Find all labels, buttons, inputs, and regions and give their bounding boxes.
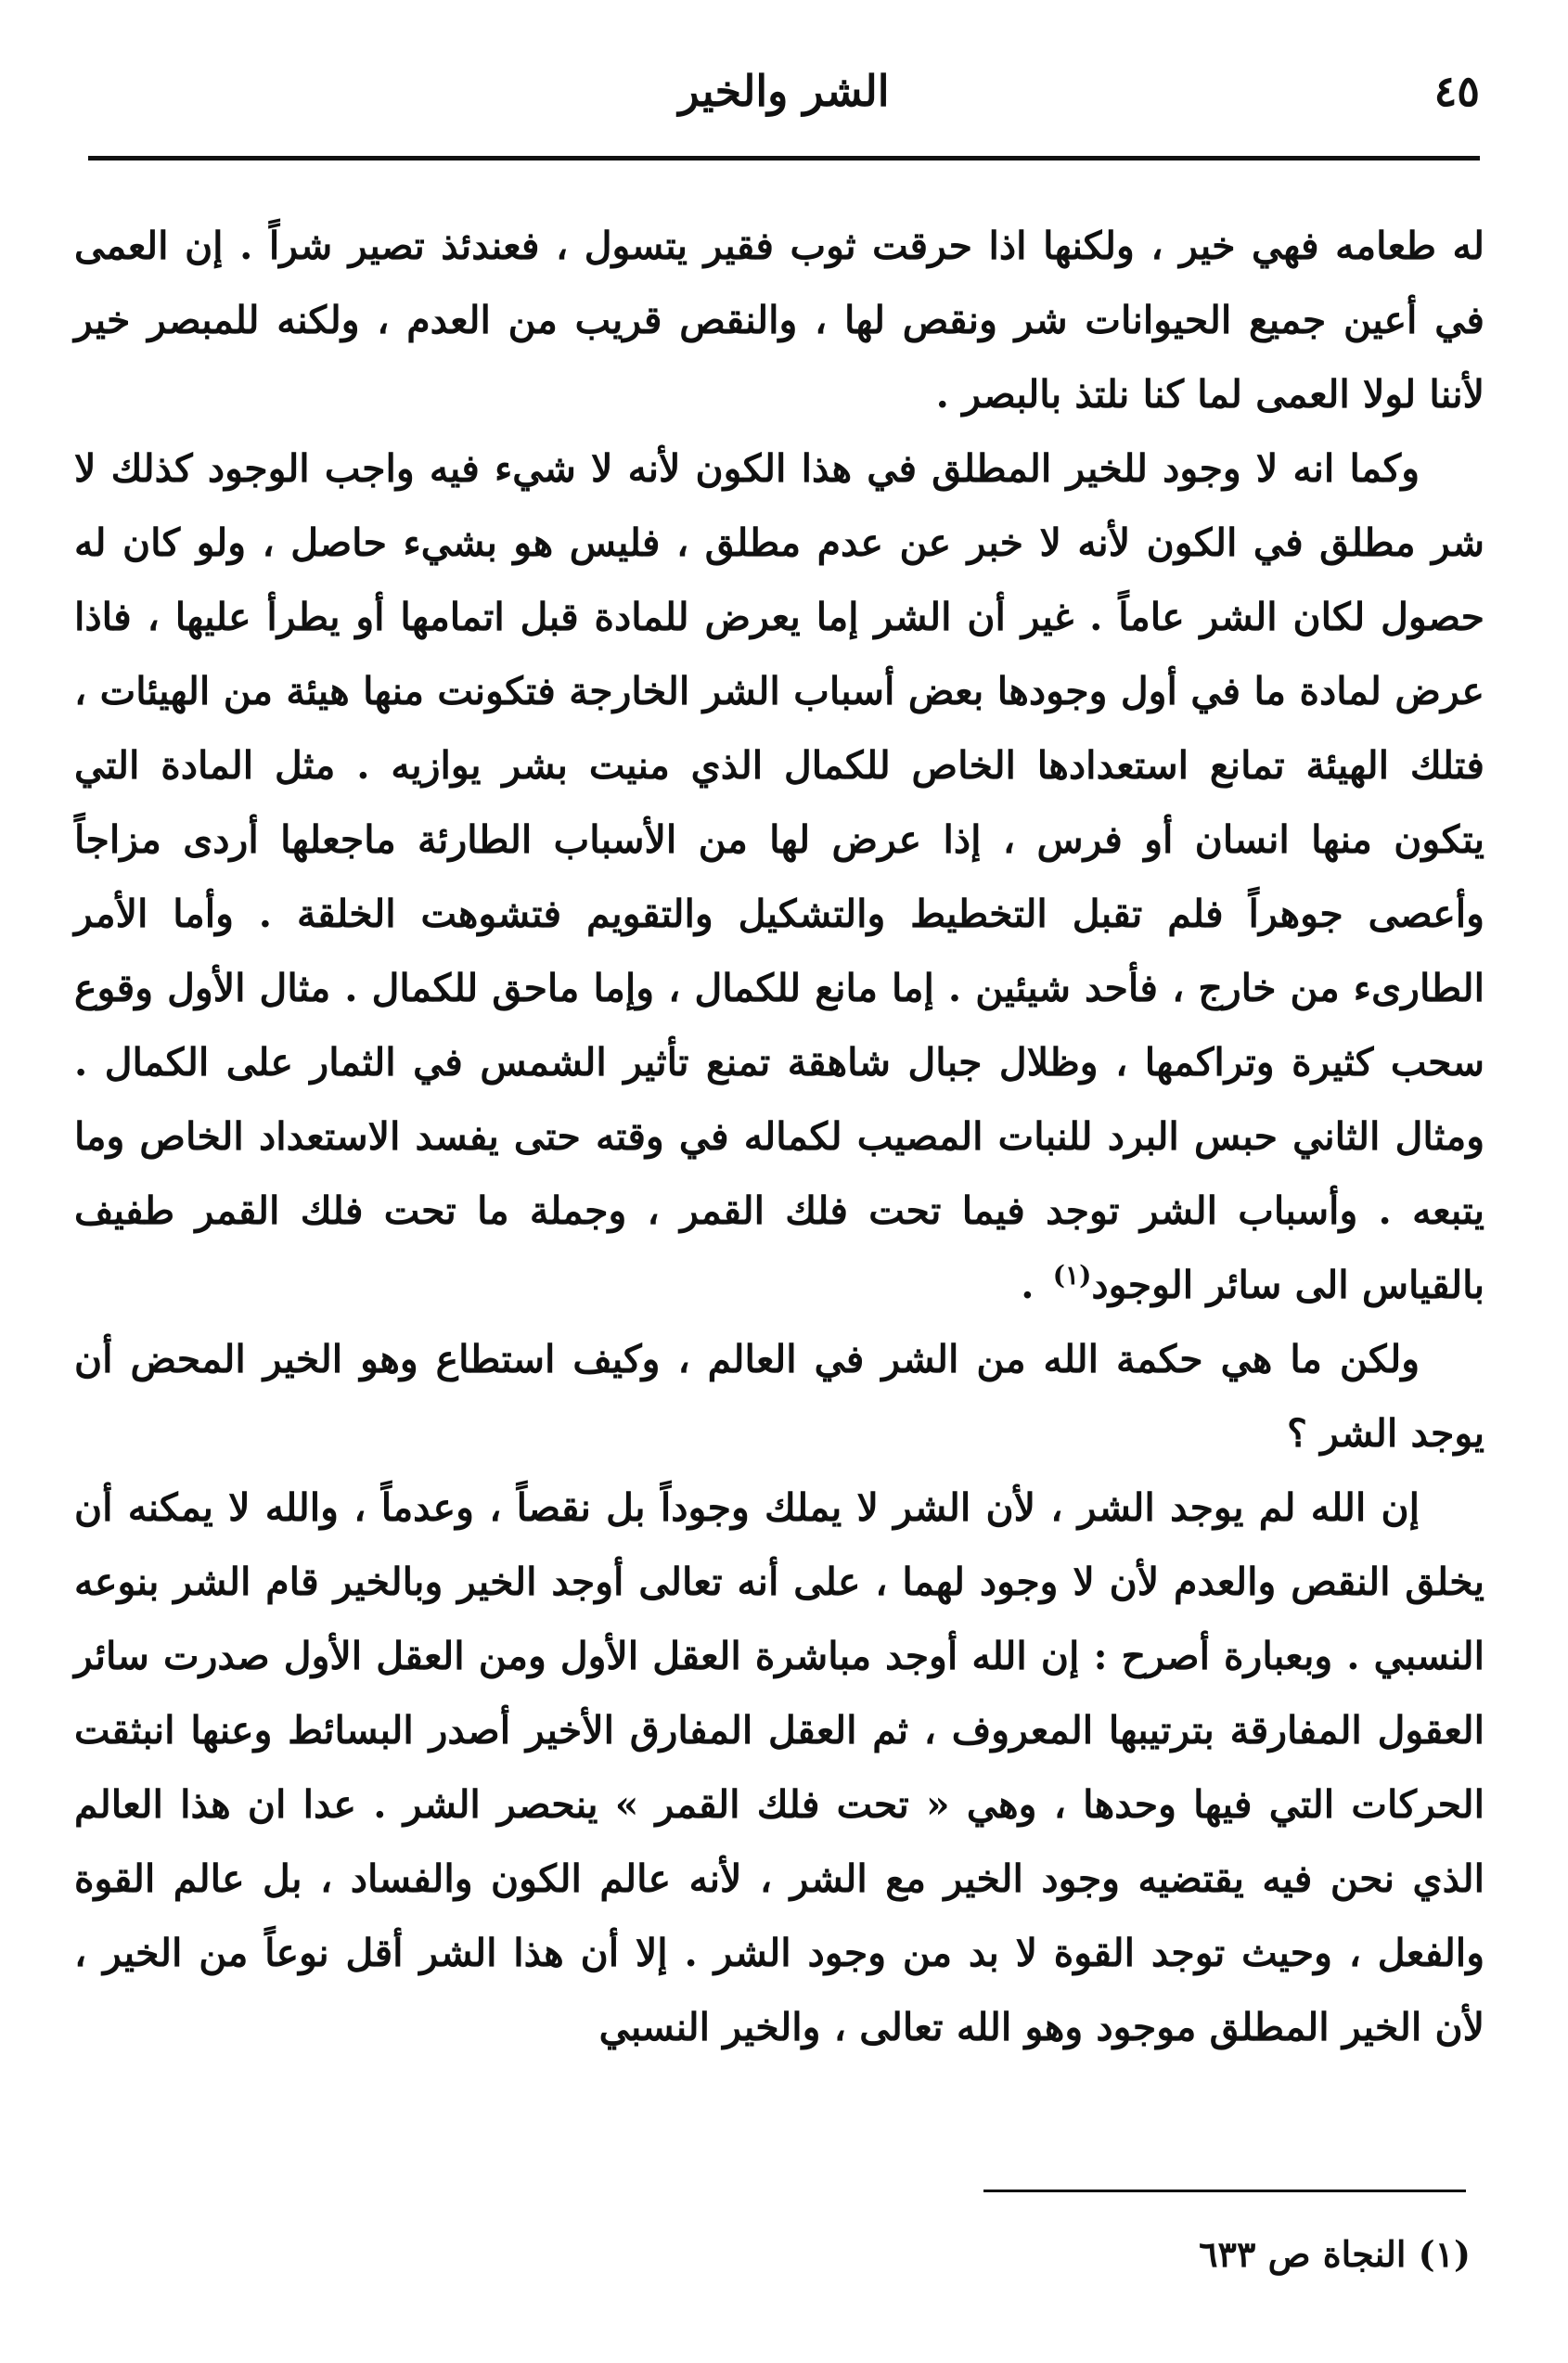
body-text	[74, 209, 1484, 2064]
header-rule	[88, 156, 1480, 161]
paragraph-4: إن الله لم يوجد الشر ، لأن الشر لا يملك وجوداً بل نقصاً ، وعدماً ، والله لا يمكنه أن يخلق النقص والعدم لأن لا وجود لهما ، على أنه تعالى أوجد الخير وبالخير قام الشر بنوعه النسبي . وبعبارة أصرح : إن الله أوجد مباشرة العقل الأول ومن العقل الأول صدرت سائر العقول المفارقة بترتيبها المعروف ، ثم العقل المفارق الأخير أصدر البسائط وعنها انبثقت الحركات التي فيها وحدها ، وهي « تحت فلك القمر » ينحصر الشر . عدا ان هذا العالم الذي نحن فيه يقتضيه وجود الخير مع الشر ، لأنه عالم الكون والفساد ، بل عالم القوة والفعل ، وحيث توجد القوة لا بد من وجود الشر . إلا أن هذا الشر أقل نوعاً من الخير ، لأن الخير المطلق موجود وهو الله تعالى ، والخير النسبي	[74, 1485, 1484, 2049]
paragraph-2: وكما انه لا وجود للخير المطلق في هذا الكون لأنه لا شيء فيه واجب الوجود كذلك لا شر مطلق في الكون لأنه لا خبر عن عدم مطلق ، فليس هو بشيء حاصل ، ولو كان له حصول لكان الشر عاماً . غير أن الشر إما يعرض للمادة قبل اتمامها أو يطرأ عليها ، فاذا عرض لمادة ما في أول وجودها بعض أسباب الشر الخارجة فتكونت منها هيئة من الهيئات ، فتلك الهيئة تمانع استعدادها الخاص للكمال الذي منيت بشر يوازيه . مثل المادة التي يتكون منها انسان أو فرس ، إذا عرض لها من الأسباب الطارئة ماجعلها أردى مزاجاً وأعصى جوهراً فلم تقبل التخطيط والتشكيل والتقويم فتشوهت الخلقة . وأما الأمر الطارىء من خارج ، فأحد شيئين . إما مانع للكمال ، وإما ماحق للكمال . مثال الأول وقوع سحب كثيرة وتراكمها ، وظلال جبال شاهقة تمنع تأثير الشمس في الثمار على الكمال . ومثال الثاني حبس البرد للنبات المصيب لكماله في وقته حتى يفسد الاستعداد الخاص وما يتبعه . وأسباب الشر توجد فيما تحت فلك القمر ، وجملة ما تحت فلك القمر طفيف بالقياس الى سائر الوجود$^{(١)}$ .	[74, 446, 1484, 1307]
footnote-marker: (١)	[1052, 1260, 1092, 1291]
running-title: الشر والخير	[678, 66, 890, 116]
page-header	[88, 54, 1480, 128]
page-number: ٤٥	[1433, 66, 1480, 116]
footnote: (١) النجاة ص ٦٣٣	[1199, 2233, 1471, 2275]
paragraph-2-text: وكما انه لا وجود للخير المطلق في هذا الكون لأنه لا شيء فيه واجب الوجود كذلك لا شر مطلق في الكون لأنه لا خبر عن عدم مطلق ، فليس هو بشيء حاصل ، ولو كان له حصول لكان الشر عاماً . غير أن الشر إما يعرض للمادة قبل اتمامها أو يطرأ عليها ، فاذا عرض لمادة ما في أول وجودها بعض أسباب الشر الخارجة فتكونت منها هيئة من الهيئات ، فتلك الهيئة تمانع استعدادها الخاص للكمال الذي منيت بشر يوازيه . مثل المادة التي يتكون منها انسان أو فرس ، إذا عرض لها من الأسباب الطارئة ماجعلها أردى مزاجاً وأعصى جوهراً فلم تقبل التخطيط والتشكيل والتقويم فتشوهت الخلقة . وأما الأمر الطارىء من خارج ، فأحد شيئين . إما مانع للكمال ، وإما ماحق للكمال . مثال الأول وقوع سحب كثيرة وتراكمها ، وظلال جبال شاهقة تمنع تأثير الشمس في الثمار على الكمال . ومثال الثاني حبس البرد للنبات المصيب لكماله في وقته حتى يفسد الاستعداد الخاص وما يتبعه . وأسباب الشر توجد فيما تحت فلك القمر ، وجملة ما تحت فلك القمر طفيف بالقياس الى سائر الوجود	[74, 446, 1484, 1307]
footnote-rule	[983, 2190, 1466, 2192]
paragraph-1: له طعامه فهي خير ، ولكنها اذا حرقت ثوب فقير يتسول ، فعندئذ تصير شراً . إن العمى في أعين جميع الحيوانات شر ونقص لها ، والنقص قريب من العدم ، ولكنه للمبصر خير لأننا لولا العمى لما كنا نلتذ بالبصر .	[74, 224, 1484, 417]
paragraph-3: ولكن ما هي حكمة الله من الشر في العالم ، وكيف استطاع وهو الخير المحض أن يوجد الشر ؟	[74, 1337, 1484, 1456]
